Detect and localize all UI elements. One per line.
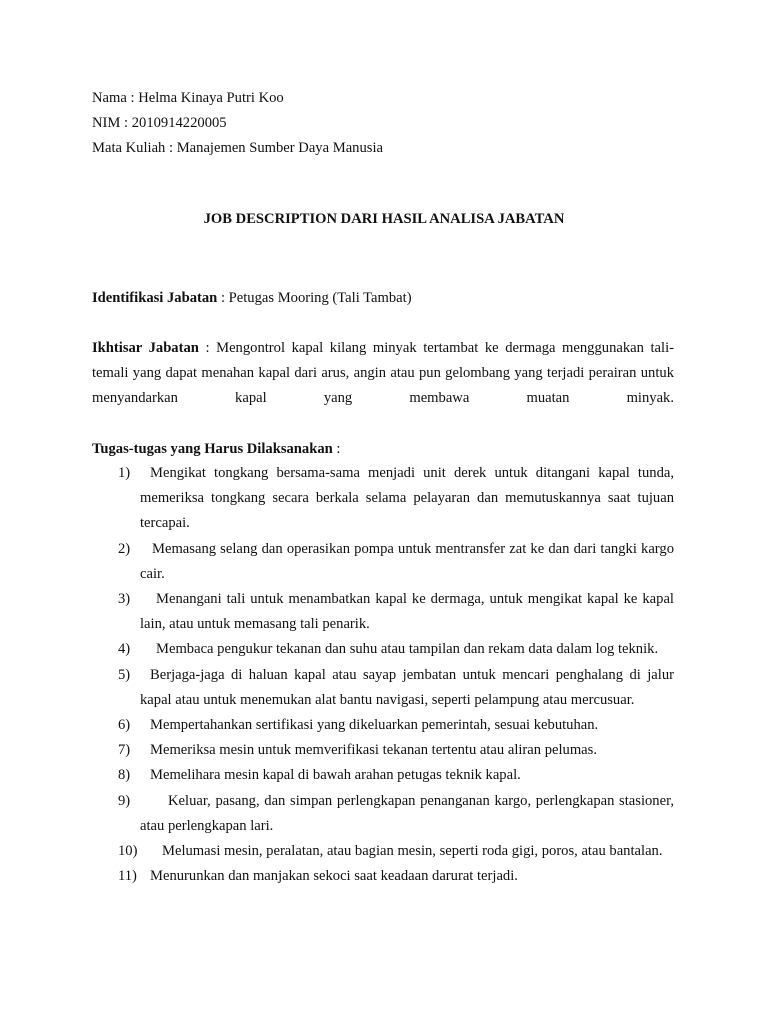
duty-number: 1) bbox=[118, 465, 131, 481]
duty-number: 10) bbox=[118, 843, 138, 860]
duty-text: Berjaga-jaga di haluan kapal atau sayap jembatan untuk mencari penghalang di jalur kapal atau untuk menemukan alat bantu navigasi, seperti pelampung atau mercusuar. bbox=[140, 666, 674, 708]
duty-item bbox=[92, 738, 674, 763]
duty-text: Memasang selang dan operasikan pompa untuk mentransfer zat ke dan dari tangki kargo cair. bbox=[140, 540, 674, 582]
duty-text: Mengikat tongkang bersama-sama menjadi unit derek untuk ditangani kapal tunda, memeriksa tongkang secara berkala selama pelayaran dan memutuskannya saat tujuan tercapai. bbox=[140, 465, 674, 532]
duties-heading bbox=[92, 437, 674, 462]
duty-item bbox=[92, 839, 674, 864]
duty-number: 4) bbox=[118, 641, 131, 658]
duty-item bbox=[92, 461, 674, 537]
job-summary bbox=[92, 336, 674, 437]
duty-number: 11) bbox=[118, 868, 137, 885]
duty-text: Menangani tali untuk menambatkan kapal ke dermaga, untuk mengikat kapal ke kapal lain, atau untuk memasang tali penarik. bbox=[140, 591, 674, 633]
duty-number: 5) bbox=[118, 666, 131, 683]
job-identification-label: Identifikasi Jabatan bbox=[92, 290, 218, 306]
duty-text: Melumasi mesin, peralatan, atau bagian mesin, seperti roda gigi, poros, atau bantalan. bbox=[162, 843, 663, 860]
duty-text: Membaca pengukur tekanan dan suhu atau tampilan dan rekam data dalam log teknik. bbox=[156, 641, 659, 658]
job-identification bbox=[92, 286, 674, 311]
student-nim: NIM : 2010914220005 bbox=[92, 115, 227, 131]
duty-item bbox=[92, 763, 674, 788]
duty-number: 9) bbox=[118, 792, 131, 809]
document-title: JOB DESCRIPTION DARI HASIL ANALISA JABATAN bbox=[203, 211, 565, 227]
duty-text: Memelihara mesin kapal di bawah arahan petugas teknik kapal. bbox=[150, 767, 521, 784]
duty-item bbox=[92, 637, 674, 662]
duty-item bbox=[92, 789, 674, 839]
duty-number: 6) bbox=[118, 717, 131, 734]
duty-text: Menurunkan dan manjakan sekoci saat keadaan darurat terjadi. bbox=[150, 868, 518, 885]
course-name: Mata Kuliah : Manajemen Sumber Daya Manusia bbox=[92, 140, 383, 156]
duties-heading-suffix: : bbox=[332, 441, 341, 457]
student-name: Nama : Helma Kinaya Putri Koo bbox=[92, 90, 284, 106]
duty-number: 8) bbox=[118, 767, 131, 784]
duty-text: Mempertahankan sertifikasi yang dikeluarkan pemerintah, sesuai kebutuhan. bbox=[150, 717, 599, 734]
duties-heading-label: Tugas-tugas yang Harus Dilaksanakan bbox=[92, 441, 333, 457]
duties-list bbox=[92, 461, 674, 889]
job-summary-label: Ikhtisar Jabatan bbox=[92, 340, 199, 356]
job-summary-text: : Mengontrol kapal kilang minyak tertambat ke dermaga menggunakan tali-temali yang dapat menahan kapal dari arus, angin atau pun gelombang yang terjadi perairan untuk menyandarkan kapal yang membawa muatan minyak. bbox=[92, 340, 675, 407]
student-info bbox=[92, 86, 383, 161]
duty-item bbox=[92, 587, 674, 637]
duty-number: 7) bbox=[118, 742, 131, 759]
duty-number: 2) bbox=[118, 540, 131, 557]
duty-item bbox=[92, 713, 674, 738]
duty-number: 3) bbox=[118, 591, 131, 608]
duty-item bbox=[92, 663, 674, 713]
job-identification-value: : Petugas Mooring (Tali Tambat) bbox=[217, 290, 412, 306]
duty-text: Memeriksa mesin untuk memverifikasi tekanan tertentu atau aliran pelumas. bbox=[150, 742, 597, 759]
duty-item bbox=[92, 537, 674, 587]
duty-item bbox=[92, 864, 674, 889]
duty-text: Keluar, pasang, dan simpan perlengkapan penanganan kargo, perlengkapan stasioner, atau perlengkapan lari. bbox=[140, 792, 674, 834]
